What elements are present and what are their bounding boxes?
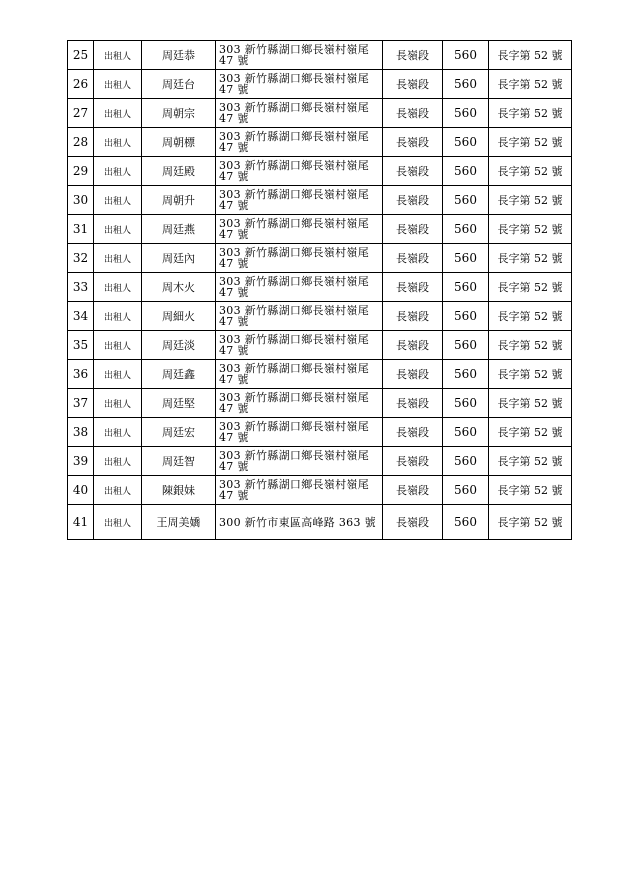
address-cell: 303 新竹縣湖口鄉長嶺村嶺尾 47 號 (216, 99, 383, 128)
lessor-table (67, 40, 572, 540)
name-cell: 王周美嬌 (142, 505, 216, 540)
document-page (67, 40, 572, 540)
contract-number-cell: 長字第 52 號 (489, 476, 572, 505)
role-cell: 出租人 (94, 128, 142, 157)
address-cell: 303 新竹縣湖口鄉長嶺村嶺尾 47 號 (216, 273, 383, 302)
address-cell: 303 新竹縣湖口鄉長嶺村嶺尾 47 號 (216, 41, 383, 70)
name-cell: 周廷鑫 (142, 360, 216, 389)
name-cell: 周廷恭 (142, 41, 216, 70)
lot-number-cell: 560 (443, 99, 489, 128)
land-section-cell: 長嶺段 (383, 128, 443, 157)
lot-number-cell: 560 (443, 186, 489, 215)
table-row (68, 505, 572, 540)
name-cell: 周廷宏 (142, 418, 216, 447)
row-number: 31 (68, 215, 94, 244)
role-cell: 出租人 (94, 447, 142, 476)
role-cell: 出租人 (94, 41, 142, 70)
table-row (68, 418, 572, 447)
row-number: 28 (68, 128, 94, 157)
lot-number-cell: 560 (443, 70, 489, 99)
contract-number-cell: 長字第 52 號 (489, 360, 572, 389)
role-cell: 出租人 (94, 215, 142, 244)
contract-number-cell: 長字第 52 號 (489, 447, 572, 476)
lot-number-cell: 560 (443, 273, 489, 302)
address-cell: 303 新竹縣湖口鄉長嶺村嶺尾 47 號 (216, 215, 383, 244)
role-cell: 出租人 (94, 157, 142, 186)
contract-number-cell: 長字第 52 號 (489, 70, 572, 99)
contract-number-cell: 長字第 52 號 (489, 331, 572, 360)
contract-number-cell: 長字第 52 號 (489, 215, 572, 244)
role-cell: 出租人 (94, 186, 142, 215)
row-number: 40 (68, 476, 94, 505)
name-cell: 周廷淡 (142, 331, 216, 360)
role-cell: 出租人 (94, 331, 142, 360)
table-row (68, 99, 572, 128)
address-cell: 300 新竹市東區高峰路 363 號 (216, 505, 383, 540)
table-row (68, 157, 572, 186)
land-section-cell: 長嶺段 (383, 302, 443, 331)
table-row (68, 331, 572, 360)
role-cell: 出租人 (94, 273, 142, 302)
row-number: 32 (68, 244, 94, 273)
land-section-cell: 長嶺段 (383, 99, 443, 128)
land-section-cell: 長嶺段 (383, 331, 443, 360)
table-row (68, 389, 572, 418)
row-number: 38 (68, 418, 94, 447)
row-number: 27 (68, 99, 94, 128)
address-cell: 303 新竹縣湖口鄉長嶺村嶺尾 47 號 (216, 476, 383, 505)
contract-number-cell: 長字第 52 號 (489, 186, 572, 215)
row-number: 29 (68, 157, 94, 186)
name-cell: 周細火 (142, 302, 216, 331)
table-row (68, 273, 572, 302)
address-cell: 303 新竹縣湖口鄉長嶺村嶺尾 47 號 (216, 418, 383, 447)
role-cell: 出租人 (94, 99, 142, 128)
table-row (68, 215, 572, 244)
name-cell: 陳銀妹 (142, 476, 216, 505)
lot-number-cell: 560 (443, 360, 489, 389)
land-section-cell: 長嶺段 (383, 447, 443, 476)
name-cell: 周木火 (142, 273, 216, 302)
land-section-cell: 長嶺段 (383, 418, 443, 447)
table-row (68, 128, 572, 157)
address-cell: 303 新竹縣湖口鄉長嶺村嶺尾 47 號 (216, 70, 383, 99)
lot-number-cell: 560 (443, 476, 489, 505)
name-cell: 周朝標 (142, 128, 216, 157)
row-number: 37 (68, 389, 94, 418)
lessor-table-body (68, 41, 572, 540)
name-cell: 周廷內 (142, 244, 216, 273)
lot-number-cell: 560 (443, 157, 489, 186)
name-cell: 周朝宗 (142, 99, 216, 128)
table-row (68, 447, 572, 476)
role-cell: 出租人 (94, 302, 142, 331)
name-cell: 周廷燕 (142, 215, 216, 244)
row-number: 25 (68, 41, 94, 70)
role-cell: 出租人 (94, 505, 142, 540)
lot-number-cell: 560 (443, 331, 489, 360)
row-number: 30 (68, 186, 94, 215)
role-cell: 出租人 (94, 418, 142, 447)
contract-number-cell: 長字第 52 號 (489, 273, 572, 302)
address-cell: 303 新竹縣湖口鄉長嶺村嶺尾 47 號 (216, 244, 383, 273)
row-number: 39 (68, 447, 94, 476)
contract-number-cell: 長字第 52 號 (489, 389, 572, 418)
lot-number-cell: 560 (443, 505, 489, 540)
address-cell: 303 新竹縣湖口鄉長嶺村嶺尾 47 號 (216, 128, 383, 157)
address-cell: 303 新竹縣湖口鄉長嶺村嶺尾 47 號 (216, 302, 383, 331)
contract-number-cell: 長字第 52 號 (489, 418, 572, 447)
land-section-cell: 長嶺段 (383, 186, 443, 215)
land-section-cell: 長嶺段 (383, 70, 443, 99)
name-cell: 周廷台 (142, 70, 216, 99)
role-cell: 出租人 (94, 244, 142, 273)
contract-number-cell: 長字第 52 號 (489, 99, 572, 128)
table-row (68, 476, 572, 505)
address-cell: 303 新竹縣湖口鄉長嶺村嶺尾 47 號 (216, 360, 383, 389)
row-number: 36 (68, 360, 94, 389)
lot-number-cell: 560 (443, 215, 489, 244)
lot-number-cell: 560 (443, 244, 489, 273)
lot-number-cell: 560 (443, 447, 489, 476)
table-row (68, 70, 572, 99)
name-cell: 周廷堅 (142, 389, 216, 418)
name-cell: 周朝升 (142, 186, 216, 215)
role-cell: 出租人 (94, 476, 142, 505)
role-cell: 出租人 (94, 360, 142, 389)
land-section-cell: 長嶺段 (383, 215, 443, 244)
address-cell: 303 新竹縣湖口鄉長嶺村嶺尾 47 號 (216, 447, 383, 476)
contract-number-cell: 長字第 52 號 (489, 157, 572, 186)
land-section-cell: 長嶺段 (383, 389, 443, 418)
address-cell: 303 新竹縣湖口鄉長嶺村嶺尾 47 號 (216, 331, 383, 360)
lot-number-cell: 560 (443, 418, 489, 447)
address-cell: 303 新竹縣湖口鄉長嶺村嶺尾 47 號 (216, 389, 383, 418)
table-row (68, 244, 572, 273)
name-cell: 周廷殿 (142, 157, 216, 186)
contract-number-cell: 長字第 52 號 (489, 505, 572, 540)
lot-number-cell: 560 (443, 41, 489, 70)
table-row (68, 360, 572, 389)
lot-number-cell: 560 (443, 302, 489, 331)
land-section-cell: 長嶺段 (383, 41, 443, 70)
contract-number-cell: 長字第 52 號 (489, 41, 572, 70)
table-row (68, 41, 572, 70)
land-section-cell: 長嶺段 (383, 476, 443, 505)
contract-number-cell: 長字第 52 號 (489, 128, 572, 157)
role-cell: 出租人 (94, 389, 142, 418)
land-section-cell: 長嶺段 (383, 360, 443, 389)
contract-number-cell: 長字第 52 號 (489, 244, 572, 273)
address-cell: 303 新竹縣湖口鄉長嶺村嶺尾 47 號 (216, 186, 383, 215)
land-section-cell: 長嶺段 (383, 157, 443, 186)
row-number: 41 (68, 505, 94, 540)
lot-number-cell: 560 (443, 389, 489, 418)
address-cell: 303 新竹縣湖口鄉長嶺村嶺尾 47 號 (216, 157, 383, 186)
role-cell: 出租人 (94, 70, 142, 99)
land-section-cell: 長嶺段 (383, 244, 443, 273)
land-section-cell: 長嶺段 (383, 505, 443, 540)
lot-number-cell: 560 (443, 128, 489, 157)
row-number: 34 (68, 302, 94, 331)
land-section-cell: 長嶺段 (383, 273, 443, 302)
row-number: 33 (68, 273, 94, 302)
name-cell: 周廷智 (142, 447, 216, 476)
table-row (68, 302, 572, 331)
table-row (68, 186, 572, 215)
row-number: 26 (68, 70, 94, 99)
row-number: 35 (68, 331, 94, 360)
contract-number-cell: 長字第 52 號 (489, 302, 572, 331)
